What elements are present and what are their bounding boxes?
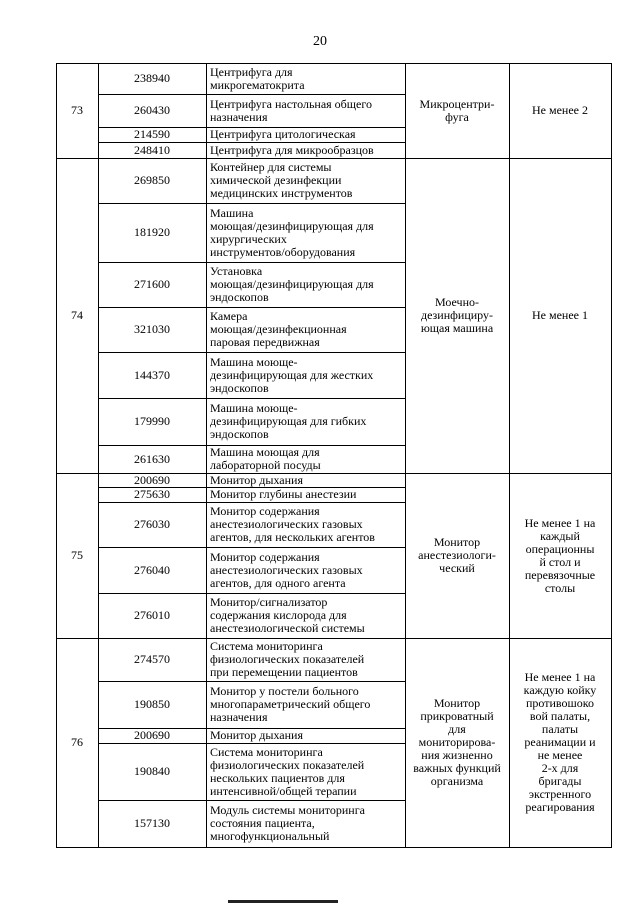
item-code: 321030 <box>134 322 170 336</box>
item-code: 271600 <box>134 277 170 291</box>
item-name: Машина моюще- дезинфицирующая для гибких эндоскопов <box>210 401 367 441</box>
item-code: 274570 <box>134 652 170 666</box>
item-code: 190840 <box>134 764 170 778</box>
item-name: Монитор/сигнализатор содержания кислорода для анестезиологической системы <box>210 595 365 635</box>
item-name: Монитор дыхания <box>210 472 303 487</box>
item-name: Установка моющая/дезинфицирующая для эндоскопов <box>210 264 374 304</box>
item-code: 261630 <box>134 451 170 466</box>
item-name: Центрифуга для микрообразцов <box>210 142 374 157</box>
item-name: Машина моющая/дезинфицирующая для хирургических инструментов/оборудования <box>210 205 374 259</box>
item-code: 181920 <box>134 225 170 239</box>
item-name: Контейнер для системы химической дезинфекции медицинских инструментов <box>210 160 353 200</box>
item-code: 179990 <box>134 414 170 428</box>
equipment-type: Микроцентри- фуга <box>419 96 495 124</box>
item-code: 200690 <box>134 472 170 487</box>
item-name: Монитор глубины анестезии <box>210 487 357 501</box>
item-name: Центрифуга для микрогематокрита <box>210 64 305 92</box>
item-name: Модуль системы мониторинга состояния пациента, многофункциональный <box>210 803 365 843</box>
item-name: Машина моюще- дезинфицирующая для жестких эндоскопов <box>210 354 374 395</box>
equipment-type: Монитор прикроватный для мониторирова- ния жизненно важных функций организма <box>413 696 501 788</box>
table-vline <box>405 63 406 847</box>
equipment-type: Моечно- дезинфициру- ющая машина <box>420 295 494 335</box>
item-name: Монитор содержания анестезиологических газовых агентов, для одного агента <box>210 549 363 590</box>
item-name: Монитор у постели больного многопараметрический общего назначения <box>210 684 371 724</box>
page-number: 20 <box>313 34 327 49</box>
item-code: 275630 <box>134 487 170 501</box>
table-vline <box>206 63 207 847</box>
item-code: 276040 <box>134 562 170 577</box>
item-name: Машина моющая для лабораторной посуды <box>210 445 321 472</box>
item-code: 157130 <box>134 816 170 830</box>
table-vline <box>611 63 612 847</box>
table-vline <box>509 63 510 847</box>
item-name: Система мониторинга физиологических показателей при перемещении пациентов <box>210 639 365 679</box>
item-name: Монитор содержания анестезиологических газовых агентов, для нескольких агентов <box>210 504 375 544</box>
equipment-type: Монитор анестезиологи- ческий <box>418 535 496 575</box>
group-number: 74 <box>71 308 83 322</box>
scan-artifact-bar <box>228 900 338 903</box>
item-name: Камера моющая/дезинфекционная паровая передвижная <box>210 309 347 349</box>
item-code: 214590 <box>134 127 170 141</box>
required-quantity: Не менее 1 <box>532 308 588 322</box>
group-number: 75 <box>71 548 83 562</box>
item-code: 238940 <box>134 71 170 85</box>
item-code: 269850 <box>134 173 170 187</box>
item-code: 190850 <box>134 697 170 711</box>
item-name: Монитор дыхания <box>210 728 303 742</box>
required-quantity: Не менее 1 на каждую койку противошоко вой палаты, палаты реанимации и не менее 2-х для бригады экстренного реагирования <box>523 670 597 814</box>
item-name: Центрифуга настольная общего назначения <box>210 96 372 124</box>
item-code: 260430 <box>134 103 170 117</box>
item-code: 144370 <box>134 367 170 382</box>
item-name: Центрифуга цитологическая <box>210 127 356 141</box>
item-code: 248410 <box>134 142 170 157</box>
group-number: 76 <box>71 735 83 749</box>
item-code: 200690 <box>134 728 170 742</box>
item-code: 276010 <box>134 608 170 622</box>
table-hline <box>56 847 612 848</box>
group-number: 73 <box>71 103 83 117</box>
equipment-table <box>56 63 611 847</box>
item-code: 276030 <box>134 517 170 531</box>
required-quantity: Не менее 2 <box>532 103 588 117</box>
item-name: Система мониторинга физиологических показателей нескольких пациентов для интенсивной/общей терапии <box>210 744 365 798</box>
required-quantity: Не менее 1 на каждый операционны й стол и перевязочные столы <box>524 515 596 595</box>
